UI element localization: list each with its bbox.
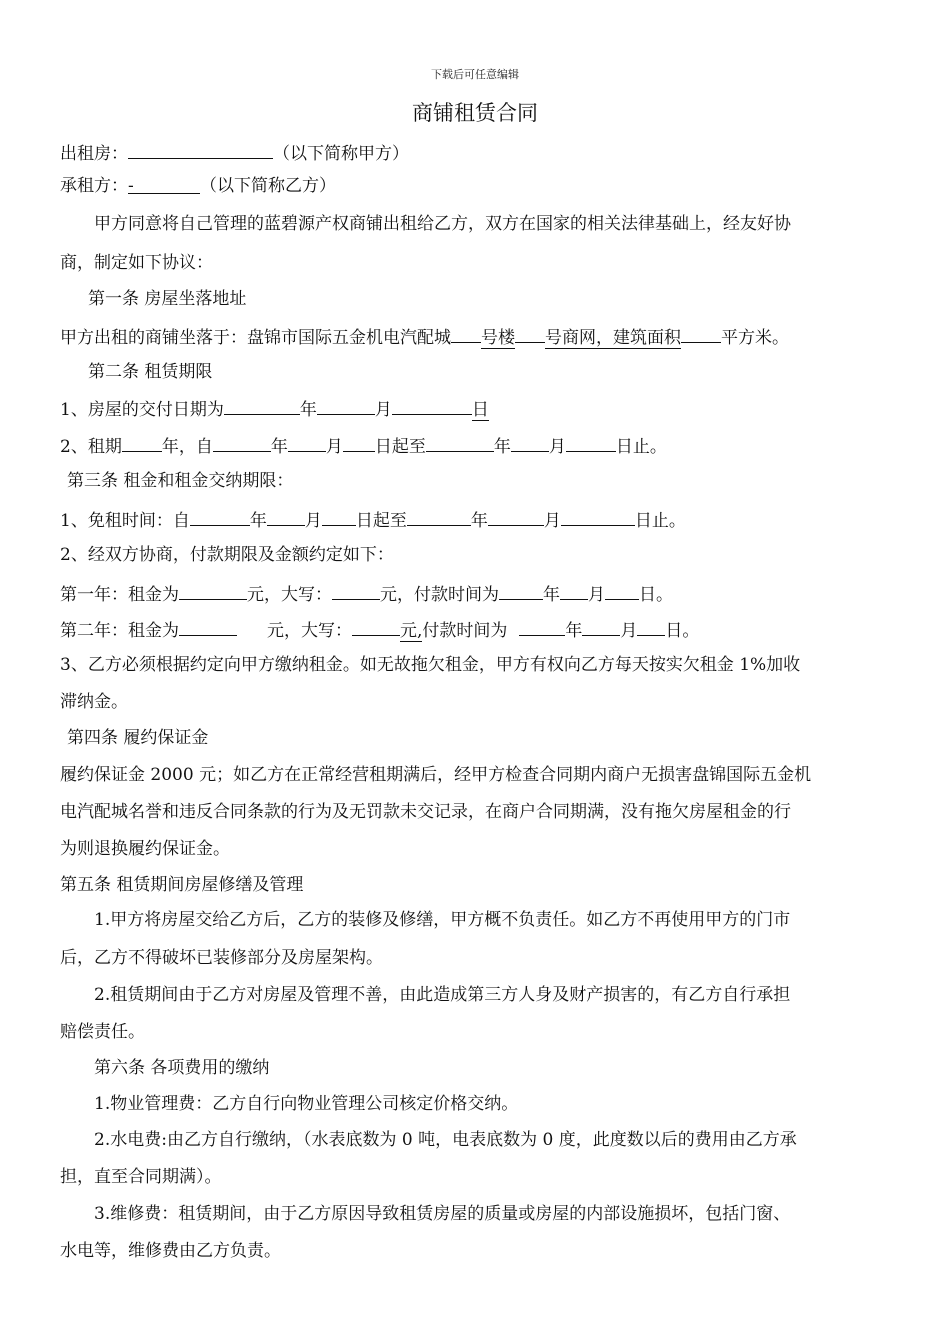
shop-label: 号商网，建筑面积 — [545, 328, 681, 348]
lessor-label: 出租房： — [60, 144, 128, 164]
year-label: 年 — [299, 400, 317, 420]
article-3-title: 第三条 租金和租金交纳期限： — [67, 471, 294, 491]
year-label: 年 — [470, 511, 488, 531]
art5-item-1-line-2: 后，乙方不得破坏已装修部分及房屋架构。 — [60, 948, 383, 968]
pay-time-label: 元，付款时间为 — [380, 585, 499, 605]
article-1-address — [60, 324, 789, 349]
deposit-line-1: 履约保证金 2000 元；如乙方在正常经营租期满后，经甲方检查合同期内商户无损害盘锦国际五金机 — [60, 765, 812, 785]
term-years-blank[interactable] — [122, 433, 162, 452]
month-label: 月 — [304, 511, 322, 531]
lessor-suffix: （以下简称甲方） — [273, 144, 409, 164]
art6-item-2-line-1: 2.水电费:由乙方自行缴纳，（水表底数为 0 吨，电表底数为 0 度，此度数以后的费用由乙方承 — [94, 1130, 797, 1150]
month-label: 月 — [620, 621, 638, 641]
delivery-label: 1、房屋的交付日期为 — [60, 400, 224, 420]
late-fee-line-1: 3、乙方必须根据约定向甲方缴纳租金。如无故拖欠租金，甲方有权向乙方每天按实欠租金 1%加收 — [60, 655, 801, 675]
deposit-line-2: 电汽配城名誉和违反合同条款的行为及无罚款未交记录，在商户合同期满，没有拖欠房屋租金的行 — [60, 802, 791, 822]
start-month-blank[interactable] — [288, 433, 326, 452]
y1-day-blank[interactable] — [605, 581, 639, 600]
rf-start-month-blank[interactable] — [267, 507, 305, 526]
start-year-blank[interactable] — [213, 433, 271, 452]
year-label: 年 — [565, 621, 583, 641]
rent-label: 第二年：租金为 — [60, 621, 179, 641]
lessor-line — [60, 140, 409, 165]
lessee-line — [60, 175, 336, 197]
y2-amount-blank[interactable] — [179, 617, 237, 636]
year-label: 年 — [270, 437, 288, 457]
month-label: 月 — [548, 437, 566, 457]
year-label: 年 — [249, 511, 267, 531]
rent-free-line — [60, 507, 686, 532]
address-text: 甲方出租的商铺坐落于：盘锦市国际五金机电汽配城 — [60, 328, 451, 348]
end-year-blank[interactable] — [426, 433, 494, 452]
building-blank[interactable] — [451, 324, 481, 343]
art6-item-3-line-2: 水电等，维修费由乙方负责。 — [60, 1241, 281, 1261]
contract-title: 商铺租赁合同 — [412, 101, 538, 125]
month-label: 月 — [588, 585, 605, 605]
art6-item-3-line-1: 3.维修费：租赁期间，由于乙方原因导致租赁房屋的质量或房屋的内部设施损坏，包括门窗、 — [94, 1204, 791, 1224]
until-label: 日起至 — [355, 511, 407, 531]
month-label: 月 — [325, 437, 343, 457]
area-blank[interactable] — [681, 324, 721, 343]
end-label: 日止。 — [634, 511, 686, 531]
article-6-title: 第六条 各项费用的缴纳 — [94, 1058, 270, 1078]
pay-time-label: 付款时间为 — [422, 621, 508, 641]
month-label: 月 — [543, 511, 561, 531]
yuan-label: 元, — [400, 621, 423, 641]
rf-end-month-blank[interactable] — [488, 507, 544, 526]
month-label: 月 — [374, 400, 392, 420]
art6-item-2-line-2: 担，直至合同期满）。 — [60, 1167, 222, 1187]
article-4-title: 第四条 履约保证金 — [67, 728, 209, 748]
deposit-line-3: 为则退换履约保证金。 — [60, 839, 230, 859]
shop-blank[interactable] — [515, 324, 545, 343]
lessee-blank[interactable] — [128, 175, 200, 194]
article-2-title: 第二条 租赁期限 — [88, 362, 213, 382]
art5-item-1-line-1: 1.甲方将房屋交给乙方后，乙方的装修及修缮，甲方概不负责任。如乙方不再使用甲方的门市 — [94, 910, 791, 930]
delivery-date-line — [60, 396, 489, 421]
end-month-blank[interactable] — [511, 433, 549, 452]
lease-term-line — [60, 433, 667, 458]
lessee-label: 承租方： — [60, 176, 128, 196]
end-label: 日止。 — [615, 437, 667, 457]
y1-amount-blank[interactable] — [179, 581, 247, 600]
lessee-value: - — [128, 176, 134, 196]
y2-day-blank[interactable] — [637, 617, 665, 636]
article-5-title: 第五条 租赁期间房屋修缮及管理 — [60, 875, 304, 895]
y2-month-blank[interactable] — [582, 617, 620, 636]
building-label: 号楼 — [481, 328, 515, 348]
delivery-year-blank[interactable] — [224, 396, 300, 415]
rent-label: 第一年：租金为 — [60, 585, 179, 605]
area-unit: 平方米。 — [721, 328, 789, 348]
delivery-month-blank[interactable] — [317, 396, 375, 415]
year-1-rent-line — [60, 581, 673, 606]
day-label: 日。 — [665, 621, 700, 641]
term-label: 2、租期 — [60, 437, 122, 457]
art5-item-2-line-1: 2.租赁期间由于乙方对房屋及管理不善，由此造成第三方人身及财产损害的，有乙方自行承担 — [94, 985, 791, 1005]
rf-end-day-blank[interactable] — [561, 507, 635, 526]
from-label: 年，自 — [161, 437, 213, 457]
delivery-day-blank[interactable] — [392, 396, 472, 415]
year-label: 年 — [543, 585, 560, 605]
intro-line-1: 甲方同意将自己管理的蓝碧源产权商铺出租给乙方，双方在国家的相关法律基础上，经友好协 — [94, 214, 791, 234]
lessee-suffix: （以下简称乙方） — [200, 176, 336, 196]
y2-capital-blank[interactable] — [352, 617, 400, 636]
header-note: 下载后可任意编辑 — [431, 68, 519, 81]
y1-year-blank[interactable] — [499, 581, 543, 600]
payment-terms-line: 2、经双方协商，付款期限及金额约定如下： — [60, 545, 394, 565]
end-day-blank[interactable] — [566, 433, 616, 452]
y1-month-blank[interactable] — [560, 581, 588, 600]
rf-end-year-blank[interactable] — [407, 507, 471, 526]
start-day-blank[interactable] — [343, 433, 375, 452]
y2-year-blank[interactable] — [519, 617, 565, 636]
year-2-rent-line — [60, 617, 699, 642]
rf-start-day-blank[interactable] — [322, 507, 356, 526]
art5-item-2-line-2: 赔偿责任。 — [60, 1022, 145, 1042]
year-label: 年 — [493, 437, 511, 457]
lessor-blank[interactable] — [128, 140, 273, 159]
capital-label: 元，大写： — [247, 585, 332, 605]
late-fee-line-2: 滞纳金。 — [60, 692, 128, 712]
article-1-title: 第一条 房屋坐落地址 — [88, 289, 247, 309]
day-label: 日 — [471, 400, 489, 420]
y1-capital-blank[interactable] — [332, 581, 380, 600]
day-label: 日。 — [639, 585, 673, 605]
capital-label: 元，大写： — [267, 621, 352, 641]
art6-item-1: 1.物业管理费：乙方自行向物业管理公司核定价格交纳。 — [94, 1094, 519, 1114]
until-label: 日起至 — [374, 437, 426, 457]
rent-free-label: 1、免租时间：自 — [60, 511, 190, 531]
intro-line-2: 商，制定如下协议： — [60, 253, 213, 273]
rf-start-year-blank[interactable] — [190, 507, 250, 526]
